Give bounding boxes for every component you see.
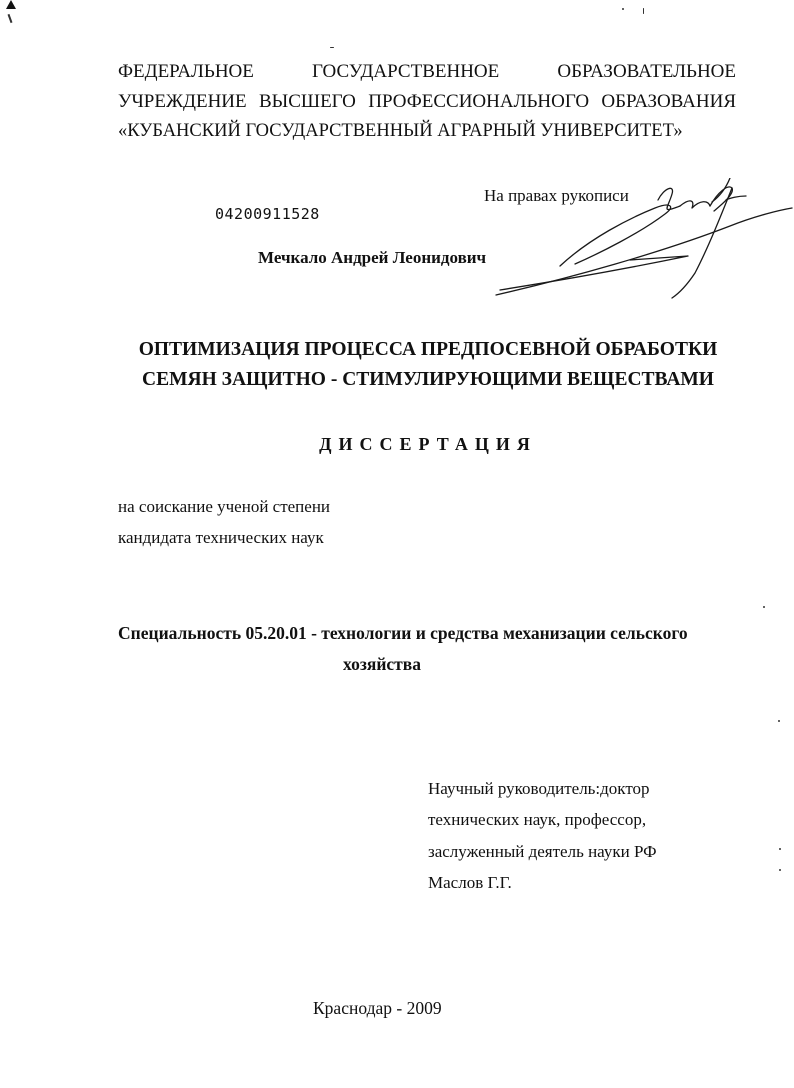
scan-artifact xyxy=(8,14,13,23)
specialty-line-2: хозяйства xyxy=(343,654,421,674)
scan-speck xyxy=(622,8,624,10)
institution-line-3 xyxy=(118,120,736,142)
institution-line-2 xyxy=(118,91,736,113)
supervisor-line-2: технических наук, профессор, xyxy=(428,810,647,829)
scan-speck xyxy=(763,606,765,608)
institution-name: «КУБАНСКИЙ ГОСУДАРСТВЕННЫЙ АГРАРНЫЙ УНИВЕРСИТЕТ» xyxy=(118,121,683,141)
institution-word: ОБРАЗОВАТЕЛЬНОЕ xyxy=(557,61,736,82)
manuscript-rights: На правах рукописи xyxy=(484,186,629,205)
supervisor-name: Маслов Г.Г. xyxy=(428,873,512,892)
institution-word: ОБРАЗОВАНИЯ xyxy=(601,91,736,112)
catalog-number: 04200911528 xyxy=(215,205,320,223)
title-line-2: СЕМЯН ЗАЩИТНО - СТИМУЛИРУЮЩИМИ ВЕЩЕСТВАМИ xyxy=(142,369,714,390)
place-year: Краснодар - 2009 xyxy=(313,998,442,1018)
degree-line-1: на соискание ученой степени xyxy=(118,497,331,516)
institution-word: ПРОФЕССИОНАЛЬНОГО xyxy=(368,91,590,112)
document-type: ДИССЕРТАЦИЯ xyxy=(319,434,537,454)
scan-speck xyxy=(330,47,334,48)
institution-word: ФЕДЕРАЛЬНОЕ xyxy=(118,61,254,82)
scan-speck xyxy=(779,848,781,850)
scan-speck xyxy=(779,869,781,871)
author-signature xyxy=(480,178,794,308)
institution-word: ГОСУДАРСТВЕННОЕ xyxy=(312,61,500,82)
scan-artifact xyxy=(6,0,16,9)
degree-line-2: кандидата технических наук xyxy=(118,528,324,547)
specialty-line-1: Специальность 05.20.01 - технологии и средства механизации сельского xyxy=(118,623,688,643)
institution-word: ВЫСШЕГО xyxy=(258,91,356,112)
author-name: Мечкало Андрей Леонидович xyxy=(258,248,487,267)
institution-line-1 xyxy=(118,61,736,83)
title-line-1: ОПТИМИЗАЦИЯ ПРОЦЕССА ПРЕДПОСЕВНОЙ ОБРАБОТКИ xyxy=(138,339,718,360)
scan-speck xyxy=(778,720,780,722)
scan-speck xyxy=(643,8,644,14)
supervisor-line-1: Научный руководитель:доктор xyxy=(428,779,650,798)
supervisor-line-3: заслуженный деятель науки РФ xyxy=(428,842,657,861)
institution-word: УЧРЕЖДЕНИЕ xyxy=(118,91,247,112)
